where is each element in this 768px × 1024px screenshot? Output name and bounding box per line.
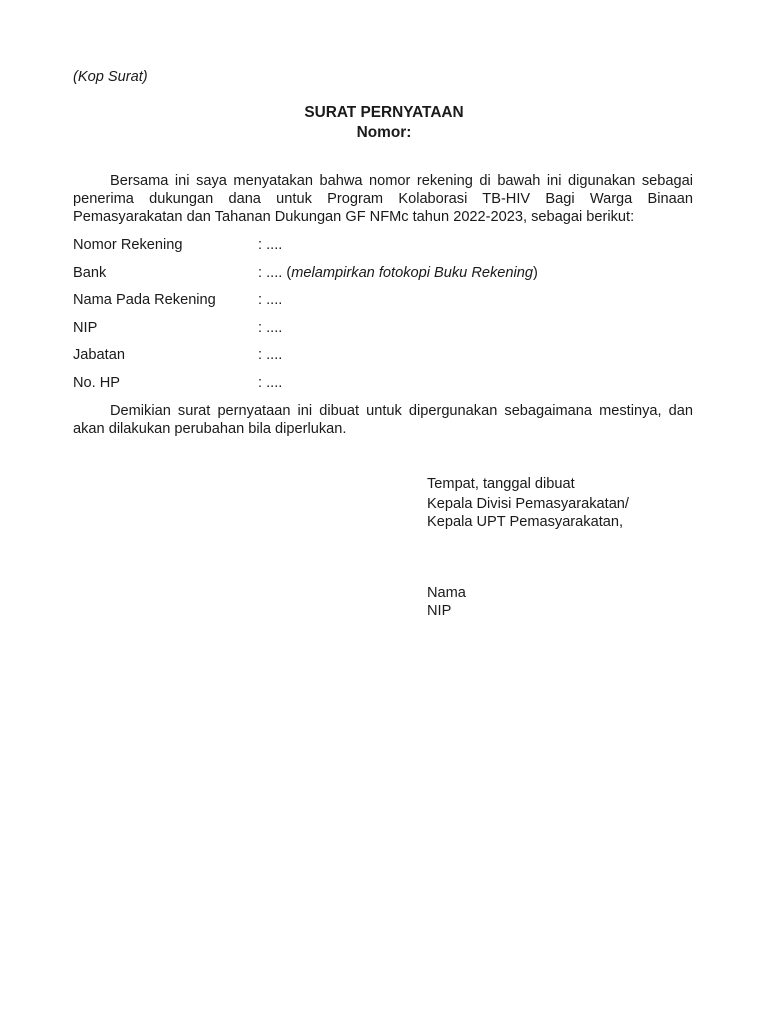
opening-paragraph: Bersama ini saya menyatakan bahwa nomor rekening di bawah ini digunakan sebagai penerima dukungan dana untuk Program Kolaborasi TB-HIV Bagi Warga Binaan Pemasyarakatan dan Tahanan Dukungan GF NFMc tahun 2022-2023, sebagai berikut: <box>73 173 693 225</box>
field-value: : .... <box>258 375 283 391</box>
field-row-nip <box>73 318 693 338</box>
signature-position-line-2: Kepala UPT Pemasyarakatan, <box>427 514 624 530</box>
field-value: : .... <box>258 347 283 363</box>
letter-title: SURAT PERNYATAAN <box>304 104 464 121</box>
field-value: : .... <box>258 265 283 281</box>
closing-paragraph: Demikian surat pernyataan ini dibuat untuk dipergunakan sebagaimana mestinya, dan akan dilakukan perubahan bila diperlukan. <box>73 403 693 437</box>
field-row-nama-pada-rekening <box>73 290 693 310</box>
signature-name: Nama <box>427 585 466 601</box>
field-row-no-hp <box>73 373 693 393</box>
signature-place-date: Tempat, tanggal dibuat <box>427 476 575 492</box>
field-label: Nomor Rekening <box>73 237 183 253</box>
field-row-bank <box>73 263 693 283</box>
field-label: No. HP <box>73 375 121 391</box>
field-note-text: melampirkan fotokopi Buku Rekening <box>291 265 534 281</box>
signature-position-line-1: Kepala Divisi Pemasyarakatan/ <box>427 496 629 512</box>
letter-title-block <box>0 103 768 143</box>
field-value-group <box>258 263 538 283</box>
field-value: : .... <box>258 320 283 336</box>
field-note-open: ( <box>286 265 292 281</box>
field-note-close: ) <box>533 265 538 281</box>
field-label: Jabatan <box>73 347 125 363</box>
field-label: Nama Pada Rekening <box>73 292 216 308</box>
field-value: : .... <box>258 292 283 308</box>
field-row-jabatan <box>73 345 693 365</box>
letterhead-placeholder: (Kop Surat) <box>73 69 148 85</box>
field-label: NIP <box>73 320 98 336</box>
field-value: : .... <box>258 237 283 253</box>
field-row-nomor-rekening <box>73 235 693 255</box>
letter-number-label: Nomor: <box>356 124 412 141</box>
field-label: Bank <box>73 265 107 281</box>
field-note <box>286 265 538 281</box>
signature-nip: NIP <box>427 603 452 619</box>
